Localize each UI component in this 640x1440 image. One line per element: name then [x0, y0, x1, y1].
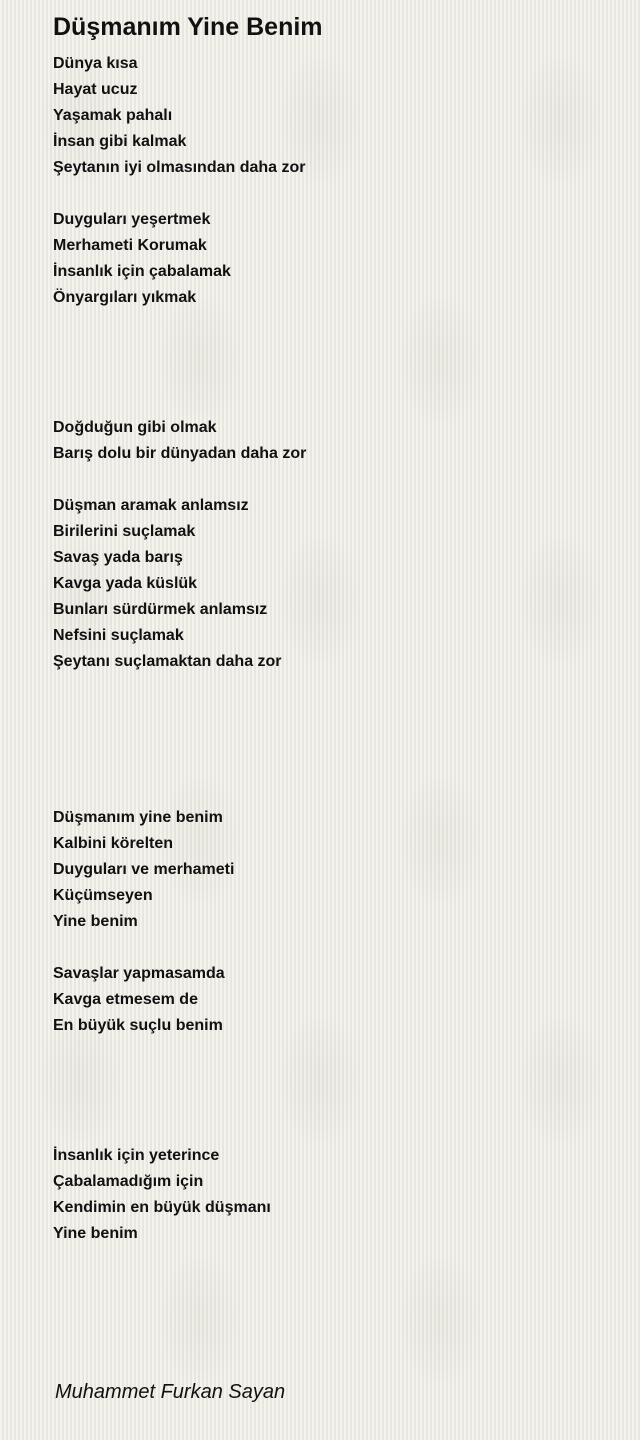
poem-line: Düşmanım yine benim: [53, 809, 223, 826]
poem-line: Çabalamadığım için: [53, 1173, 204, 1190]
stanza-break: [53, 389, 613, 415]
stanza-break: [53, 311, 613, 337]
stanza-break: [53, 701, 613, 727]
poem-line: İnsanlık için yeterince: [53, 1147, 220, 1164]
poem-title: Düşmanım Yine Benim: [53, 13, 323, 41]
poem-line: Küçümseyen: [53, 887, 153, 904]
poem-line: En büyük suçlu benim: [53, 1017, 223, 1034]
stanza-break: [53, 1065, 613, 1091]
poem-author: Muhammet Furkan Sayan: [55, 1381, 286, 1403]
poem-line: Dünya kısa: [53, 55, 138, 72]
poem-line: Yine benim: [53, 913, 138, 930]
stanza-break: [53, 181, 613, 207]
poem-line: Kavga etmesem de: [53, 991, 198, 1008]
poem-line: Duyguları ve merhameti: [53, 861, 235, 878]
poem-line: Kalbini körelten: [53, 835, 174, 852]
stanza-break: [53, 1091, 613, 1117]
poem-line: İnsanlık için çabalamak: [53, 263, 231, 280]
stanza-break: [53, 727, 613, 753]
poem-line: Doğduğun gibi olmak: [53, 419, 217, 436]
stanza-break: [53, 753, 613, 779]
stanza-break: [53, 467, 613, 493]
poem-line: Merhameti Korumak: [53, 237, 207, 254]
stanza-break: [53, 1039, 613, 1065]
stanza-break: [53, 1117, 613, 1143]
poem-line: Savaşlar yapmasamda: [53, 965, 225, 982]
poem-line: Nefsini suçlamak: [53, 627, 184, 644]
poem-line: Yine benim: [53, 1225, 138, 1242]
poem-line: Şeytanı suçlamaktan daha zor: [53, 653, 282, 670]
stanza-break: [53, 935, 613, 961]
poem-line: Düşman aramak anlamsız: [53, 497, 249, 514]
poem-line: Birilerini suçlamak: [53, 523, 196, 540]
poem-line: Kavga yada küslük: [53, 575, 198, 592]
poem-line: Barış dolu bir dünyadan daha zor: [53, 445, 307, 462]
poem-line: Yaşamak pahalı: [53, 107, 173, 124]
poem-body: [53, 51, 613, 1247]
stanza-break: [53, 779, 613, 805]
poem-line: Savaş yada barış: [53, 549, 183, 566]
poem-line: Bunları sürdürmek anlamsız: [53, 601, 268, 618]
poem-line: Önyargıları yıkmak: [53, 289, 197, 306]
poem-line: İnsan gibi kalmak: [53, 133, 187, 150]
poem-line: Kendimin en büyük düşmanı: [53, 1199, 271, 1216]
poem-line: Hayat ucuz: [53, 81, 138, 98]
poem-line: Duyguları yeşertmek: [53, 211, 211, 228]
stanza-break: [53, 675, 613, 701]
stanza-break: [53, 337, 613, 363]
stanza-break: [53, 363, 613, 389]
poem-line: Şeytanın iyi olmasından daha zor: [53, 159, 306, 176]
